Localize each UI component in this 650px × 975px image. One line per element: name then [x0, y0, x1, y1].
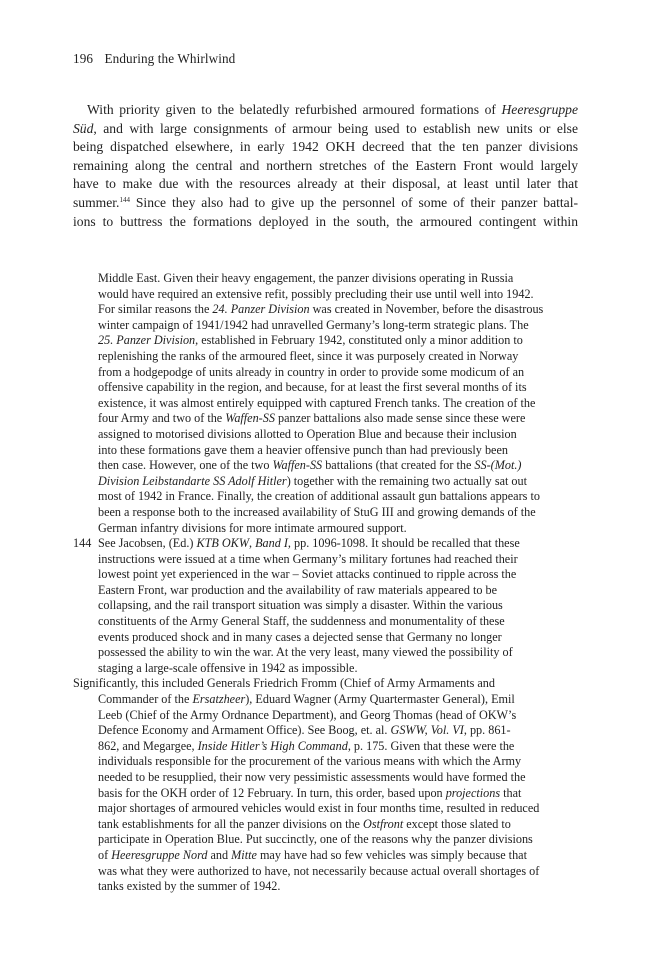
- footnote-line: replenishing the ranks of the armoured fleet, since it was purposely created in Norway: [98, 348, 519, 363]
- footnote-line: most of 1942 in France. Finally, the creation of additional assault gun battalions appears to: [98, 489, 540, 504]
- footnote-continuation-line: needed to be resupplied, their now very pessimistic assessments would have formed the: [98, 770, 526, 784]
- footnote-continuation-line: individuals responsible for the procurement of the various means with which the Army: [98, 754, 522, 769]
- footnote-line: four Army and two of the Waffen-SS panzer battalions also made sense since these were: [98, 411, 526, 426]
- footnote-line: been a response both to the increased availability of StuG III and growing demands of the: [98, 504, 536, 519]
- footnote-144-line: constituents of the Army General Staff, the suddenness and monumentality of these: [98, 614, 505, 629]
- footnote-continuation-line: tank establishments for all the panzer divisions on the Ostfront except those slated to: [98, 816, 511, 831]
- footnote-continuation-line: basis for the OKH order of 12 February. In turn, this order, based upon projections that: [98, 785, 522, 800]
- body-line: summer.$^{144}$ Since they also had to give up the personnel of some of their panzer battal-: [73, 194, 578, 210]
- footnote-144-line: staging a large-scale offensive in 1942 as impossible.: [98, 660, 358, 675]
- body-line: Süd, and with large consignments of armour being used to establish new units or else: [73, 120, 578, 136]
- footnote-144-line: 144 See Jacobsen, (Ed.) KTB OKW, Band I, pp. 1096-1098. It should be recalled that these: [73, 536, 520, 551]
- body-line: remaining along the central and northern stretches of the Eastern Front would largely: [73, 157, 578, 173]
- footnote-line: German infantry divisions for more intimate armoured support.: [98, 520, 407, 535]
- footnote-continuation-line: Commander of the Ersatzheer), Eduard Wagner (Army Quartermaster General), Emil: [98, 692, 515, 707]
- footnote-144-line: Eastern Front, war production and the availability of raw materials appeared to be: [98, 582, 497, 597]
- body-line: being dispatched elsewhere, in early 1942 OKH decreed that the ten panzer divisions: [73, 139, 578, 155]
- footnote-144-line: possessed the ability to win the war. At the very least, many viewed the possibility of: [98, 645, 513, 660]
- footnote-continuation-line: 862, and Megargee, Inside Hitler’s High Command, p. 175. Given that these were the: [98, 738, 515, 753]
- footnote-number: 144: [73, 536, 92, 551]
- body-line: With priority given to the belatedly refurbished armoured formations of Heeresgruppe: [87, 102, 578, 117]
- footnote-continuation-line: tanks existed by the summer of 1942.: [98, 879, 281, 894]
- footnote-line: existence, it was almost entirely equipped with captured French tanks. The creation of the: [98, 395, 536, 410]
- body-line: have to make due with the resources already at their disposal, at least until later that: [73, 176, 578, 192]
- footnote-continuation-line: Leeb (Chief of the Army Ordnance Department), and Georg Thomas (head of OKW’s: [98, 707, 517, 722]
- footnote-144-line: instructions were issued at a time when Germany’s military fortunes had reached their: [98, 551, 518, 566]
- running-title: Enduring the Whirlwind: [104, 51, 236, 66]
- footnote-144-line: events produced shock and in many cases a dejected sense that Germany no longer: [98, 629, 502, 644]
- footnote-continuation-line: participate in Operation Blue. Put succinctly, one of the reasons why the panzer divisions: [98, 832, 533, 847]
- footnote-line: For similar reasons the 24. Panzer Division was created in November, before the disastrous: [98, 302, 544, 317]
- footnote-continuation-line: was what they were authorized to have, not necessarily because actual overall shortages of: [98, 863, 540, 878]
- footnote-line: would have required an extensive refit, possibly precluding their use until well into 1942.: [98, 286, 534, 301]
- footnote-ref-144[interactable]: 144: [119, 195, 130, 204]
- footnote-continuation-line: major shortages of armoured vehicles would exist in four months time, resulted in reduced: [98, 801, 540, 816]
- footnote-continuation-line: Defence Economy and Armament Office). See Boog, et. al. GSWW, Vol. VI, pp. 861-: [98, 723, 511, 738]
- footnote-continuation-line: of Heeresgruppe Nord and Mitte may have had so few vehicles was simply because that: [98, 847, 527, 862]
- page-number: 196: [73, 51, 94, 66]
- footnote-continuation-line: Significantly, this included Generals Friedrich Fromm (Chief of Army Armaments and: [73, 676, 495, 691]
- footnote-line: Middle East. Given their heavy engagement, the panzer divisions operating in Russia: [98, 271, 514, 285]
- footnotes: [73, 271, 578, 895]
- body-line: ions to buttress the formations deployed in the south, the armoured contingent within: [73, 213, 578, 229]
- footnote-line: offensive capability in the region, and because, for at least the first several months of its: [98, 380, 527, 395]
- footnote-line: from a hodgepodge of units already in country in order to provide some modicum of an: [98, 364, 525, 379]
- footnote-line: winter campaign of 1941/1942 had unravelled Germany’s long-term strategic plans. The: [98, 317, 529, 332]
- body-paragraph: [73, 101, 578, 231]
- footnote-144-line: lowest point yet experienced in the war – Soviet attacks continued to ripple across the: [98, 567, 517, 582]
- footnote-line: Division Leibstandarte SS Adolf Hitler) together with the remaining two actually sat out: [98, 473, 527, 488]
- running-header: [73, 51, 235, 67]
- footnote-144-line: collapsing, and the rail transport situation was simply a disaster. Within the various: [98, 598, 503, 613]
- footnote-line: assigned to motorised divisions allotted to Operation Blue and because their inclusion: [98, 426, 517, 441]
- footnote-line: 25. Panzer Division, established in February 1942, constituted only a minor addition to: [98, 333, 523, 348]
- footnote-line: into these formations gave them a heavier offensive punch than had previously been: [98, 442, 508, 457]
- footnote-line: then case. However, one of the two Waffen-SS battalions (that created for the SS-(Mot.): [98, 458, 522, 473]
